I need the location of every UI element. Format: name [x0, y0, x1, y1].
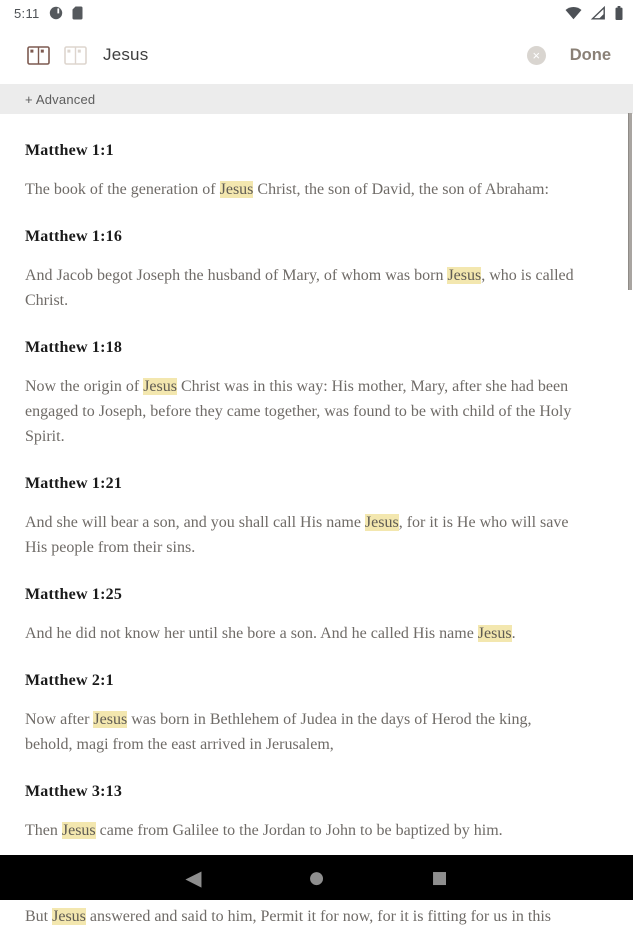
search-result[interactable]: [25, 475, 583, 560]
verse-text: Now the origin of Jesus Christ was in this way: His mother, Mary, after she had been engaged to Joseph, before they came together, was found to be with child of the Holy Spirit.: [25, 378, 572, 445]
verse-text: And she will bear a son, and you shall call His name Jesus, for it is He who will save His people from their sins.: [25, 514, 569, 556]
advanced-search-bar[interactable]: [0, 84, 633, 114]
verse-reference: Matthew 1:21: [25, 475, 123, 492]
search-header: [0, 26, 633, 84]
verse-reference: Matthew 1:1: [25, 142, 114, 159]
status-clock: 5:11: [14, 5, 40, 21]
verse-text: The book of the generation of Jesus Christ, the son of David, the son of Abraham:: [25, 181, 549, 198]
highlighted-term: Jesus: [61, 822, 96, 839]
highlighted-term: Jesus: [447, 267, 482, 284]
back-button-icon[interactable]: ◀: [185, 865, 202, 890]
dual-pane-layout-icon[interactable]: [62, 44, 89, 67]
verse-text: Then Jesus came from Galilee to the Jordan to John to be baptized by him.: [25, 822, 503, 839]
verse-text: And he did not know her until she bore a son. And he called His name Jesus.: [25, 625, 516, 642]
highlighted-term: Jesus: [219, 181, 254, 198]
highlighted-term: Jesus: [52, 908, 86, 925]
highlighted-term: Jesus: [364, 514, 399, 531]
search-query-text[interactable]: Jesus: [103, 45, 149, 64]
status-bar: [0, 0, 633, 26]
search-result[interactable]: [25, 586, 583, 646]
advanced-toggle-label[interactable]: + Advanced: [25, 91, 96, 107]
verse-reference: Matthew 3:13: [25, 783, 123, 800]
search-result[interactable]: [25, 228, 583, 313]
recents-button-icon[interactable]: ■: [431, 867, 448, 888]
data-saver-icon: [49, 6, 63, 20]
home-button-icon[interactable]: ●: [309, 867, 324, 888]
search-result[interactable]: [25, 672, 583, 757]
verse-text: And Jacob begot Joseph the husband of Mary, of whom was born Jesus, who is called Christ.: [25, 267, 574, 309]
cell-signal-icon: [591, 6, 606, 20]
verse-reference: Matthew 1:16: [25, 228, 123, 245]
battery-icon: [615, 6, 623, 20]
results-list: [0, 114, 633, 925]
android-nav-bar: [0, 855, 633, 900]
wifi-icon: [565, 6, 582, 20]
clear-search-icon[interactable]: ×: [527, 46, 546, 65]
verse-text: Now after Jesus was born in Bethlehem of Judea in the days of Herod the king, behold, magi from the east arrived in Jerusalem,: [25, 711, 532, 753]
search-result[interactable]: [25, 142, 583, 202]
done-button[interactable]: Done: [569, 45, 611, 64]
single-pane-layout-icon[interactable]: [25, 44, 52, 67]
verse-reference: Matthew 1:25: [25, 586, 123, 603]
scrollbar-thumb[interactable]: [628, 113, 632, 290]
highlighted-term: Jesus: [477, 625, 512, 642]
highlighted-term: Jesus: [143, 378, 177, 395]
search-result[interactable]: [25, 339, 583, 449]
verse-reference: Matthew 2:1: [25, 672, 114, 689]
search-result[interactable]: [25, 783, 583, 843]
verse-reference: Matthew 1:18: [25, 339, 123, 356]
verse-text: But Jesus answered and said to him, Permit it for now, for it is fitting for us in this: [25, 908, 552, 925]
highlighted-term: Jesus: [93, 711, 128, 728]
sd-card-icon: [72, 6, 83, 20]
